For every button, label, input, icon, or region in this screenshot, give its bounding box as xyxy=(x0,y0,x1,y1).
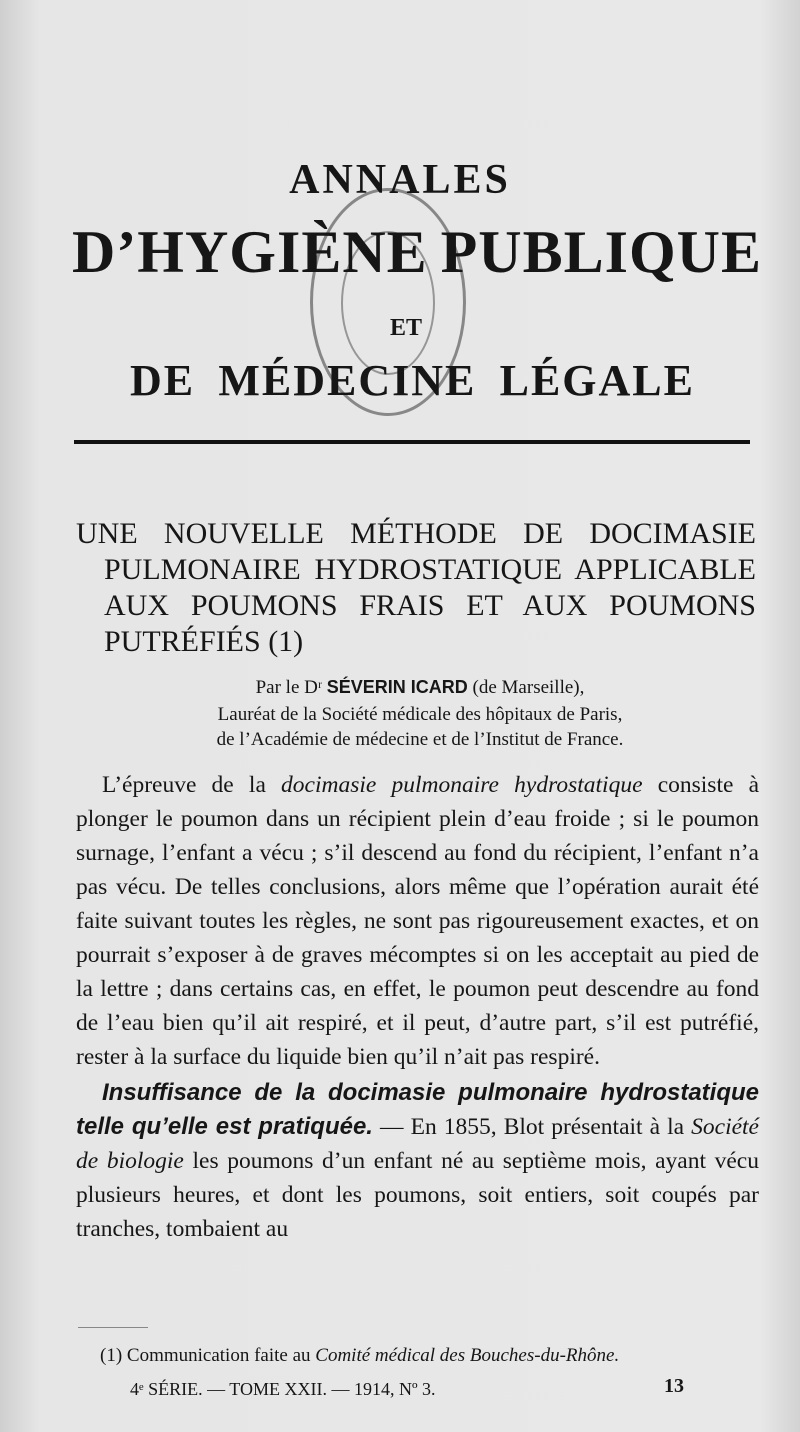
footnote xyxy=(100,1344,760,1368)
journal-title-word: MÉDECINE xyxy=(218,356,477,405)
article-title-line: UNE NOUVELLE MÉTHODE DE DOCIMASIE xyxy=(76,517,756,550)
affiliation-line: Lauréat de la Société médicale des hôpitaux de Paris, xyxy=(217,704,623,725)
printer-signature: 4ᵉ SÉRIE. — TOME XXII. — 1914, Nº 3. xyxy=(130,1379,436,1399)
paragraph xyxy=(76,768,759,1074)
author-line xyxy=(90,676,750,699)
emphasis-text: Société de biologie xyxy=(76,1114,759,1174)
journal-title-word: DE xyxy=(130,356,196,405)
journal-title-et: ET xyxy=(389,315,422,341)
journal-title-word: PUBLIQUE xyxy=(440,219,762,285)
journal-title-word: LÉGALE xyxy=(499,356,695,405)
paragraph-text: consiste à plonger le poumon dans un récipient plein d’eau froide ; si le poumon surnage, l’enfant a vécu ; s’il descend au fond du récipient, l’enfant n’a pas vécu. De telles conclusions, alors même que l’opération aurait été faite suivant toutes les règles, ne sont pas rigoureusement exactes, et on pourrait s’exposer à de graves mécomptes si on les acceptait au pied de la lettre ; dans certains cas, en effet, le poumon peut descendre au fond de l’eau bien qu’il ait respiré, et il peut, d’autre part, s’il est putréfié, rester à la surface du liquide bien qu’il n’ait pas respiré. xyxy=(76,772,760,1070)
paragraph-text: — En 1855, Blot présentait à la xyxy=(372,1114,692,1140)
article-title xyxy=(76,516,756,660)
page-number: 13 xyxy=(664,1375,684,1397)
affiliation-line: de l’Académie de médecine et de l’Institut de France. xyxy=(216,729,624,750)
author-affiliation xyxy=(90,702,750,752)
article-title-line: AUX POUMONS FRAIS ET AUX POUMONS xyxy=(104,589,756,622)
article-title-line: PUTRÉFIÉS (1) xyxy=(104,625,304,658)
journal-title-hygiene-publique xyxy=(72,218,762,287)
author-name: SÉVERIN ICARD xyxy=(326,677,468,697)
header-rule xyxy=(74,440,750,444)
article-title-line: PULMONAIRE HYDROSTATIQUE APPLICABLE xyxy=(104,553,756,586)
paragraph-text: L’épreuve de la xyxy=(102,772,282,798)
journal-title-annales: ANNALES xyxy=(289,157,511,203)
footnote-emphasis: Comité médical des Bouches-du-Rhône. xyxy=(315,1345,620,1366)
author-prefix: Par le Dʳ xyxy=(255,677,322,698)
paragraph-text: les poumons d’un enfant né au septième mois, ayant vécu plusieurs heures, et dont les poumons, soit entiers, soit coupés par tranches, tombaient au xyxy=(76,1148,759,1242)
article-body xyxy=(76,768,759,1246)
author-suffix: (de Marseille), xyxy=(472,677,585,698)
footnote-rule xyxy=(78,1327,148,1328)
journal-title-medecine-legale xyxy=(130,355,695,406)
emphasis-text: docimasie pulmonaire hydrostatique xyxy=(281,772,643,798)
footnote-text: (1) Communication faite au xyxy=(100,1345,316,1366)
paragraph xyxy=(76,1076,759,1246)
journal-title-word: D’HYGIÈNE xyxy=(72,219,428,285)
section-heading: Insuffisance de la docimasie pulmonaire hydrostatique telle qu’elle est pratiquée. xyxy=(76,1079,759,1140)
